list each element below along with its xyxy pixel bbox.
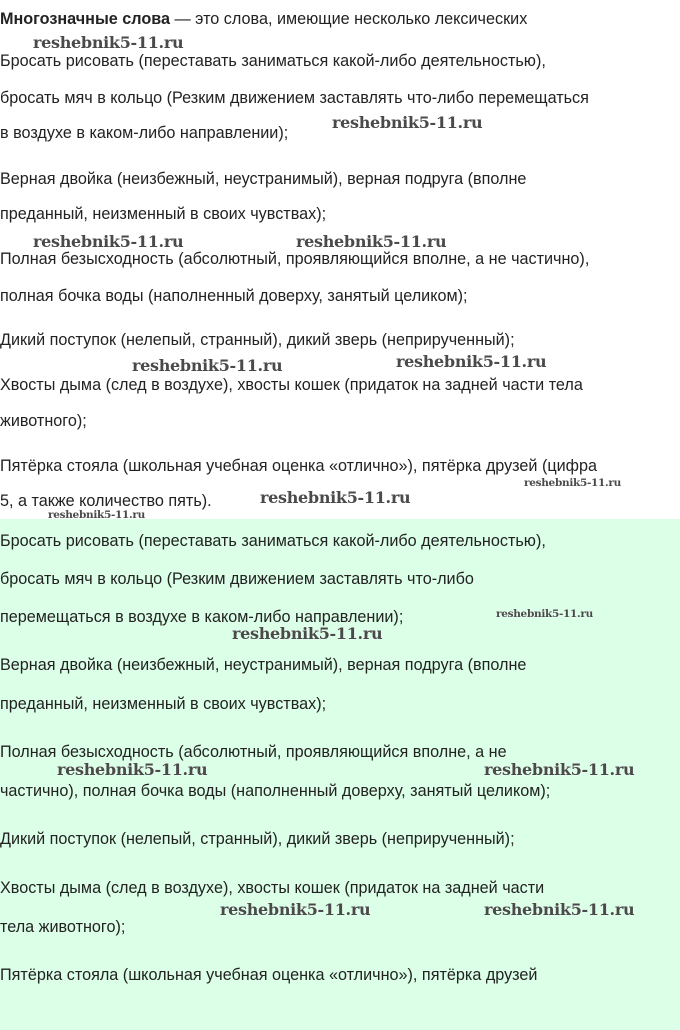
text-line: Полная безысходность (абсолютный, проявляющийся вполне, а не частично), [0,250,590,268]
text-line: Дикий поступок (нелепый, странный), дикий зверь (неприрученный); [0,830,515,848]
text-line: Дикий поступок (нелепый, странный), дикий зверь (неприрученный); [0,331,515,349]
watermark: reshebnik5-11.ru [260,488,411,507]
text-line: перемещаться в воздухе в каком-либо направлении); [0,608,404,626]
text-line: тела животного); [0,918,126,936]
watermark: reshebnik5-11.ru [220,900,371,919]
text-line: Хвосты дыма (след в воздухе), хвосты кошек (придаток на задней части тела [0,376,583,394]
watermark: reshebnik5-11.ru [232,624,383,643]
text-line: бросать мяч в кольцо (Резким движением заставлять что-либо [0,570,474,588]
intro-term: Многозначные слова [0,10,170,28]
text-line: в воздухе в каком-либо направлении); [0,124,289,142]
text-line: 5, а также количество пять). [0,492,212,510]
watermark: reshebnik5-11.ru [48,509,145,521]
text-line: Пятёрка стояла (школьная учебная оценка «отлично»), пятёрка друзей (цифра [0,457,597,475]
text-line: Верная двойка (неизбежный, неустранимый), верная подруга (вполне [0,656,527,674]
text-line: Хвосты дыма (след в воздухе), хвосты кошек (придаток на задней части [0,879,545,897]
text-line: бросать мяч в кольцо (Резким движением заставлять что-либо перемещаться [0,89,589,107]
watermark: reshebnik5-11.ru [132,356,283,375]
text-line: преданный, неизменный в своих чувствах); [0,695,327,713]
text-line: Верная двойка (неизбежный, неустранимый), верная подруга (вполне [0,170,527,188]
intro-line [0,9,527,29]
watermark: reshebnik5-11.ru [484,900,635,919]
watermark: reshebnik5-11.ru [33,232,184,251]
watermark: reshebnik5-11.ru [57,760,208,779]
watermark: reshebnik5-11.ru [524,477,621,489]
watermark: reshebnik5-11.ru [33,33,184,52]
watermark: reshebnik5-11.ru [332,113,483,132]
intro-definition: — это слова, имеющие несколько лексических [169,10,528,28]
text-line: Пятёрка стояла (школьная учебная оценка «отлично»), пятёрка друзей [0,966,538,984]
text-line: Полная безысходность (абсолютный, проявляющийся вполне, а не [0,743,507,761]
text-line: частично), полная бочка воды (наполненный доверху, занятый целиком); [0,782,551,800]
text-line: преданный, неизменный в своих чувствах); [0,205,327,223]
text-line: полная бочка воды (наполненный доверху, занятый целиком); [0,287,468,305]
text-line: Бросать рисовать (переставать заниматься какой-либо деятельностью), [0,532,546,550]
watermark: reshebnik5-11.ru [496,608,593,620]
watermark: reshebnik5-11.ru [484,760,635,779]
text-line: животного); [0,412,87,430]
watermark: reshebnik5-11.ru [396,352,547,371]
watermark: reshebnik5-11.ru [296,232,447,251]
text-line: Бросать рисовать (переставать заниматься какой-либо деятельностью), [0,52,546,70]
